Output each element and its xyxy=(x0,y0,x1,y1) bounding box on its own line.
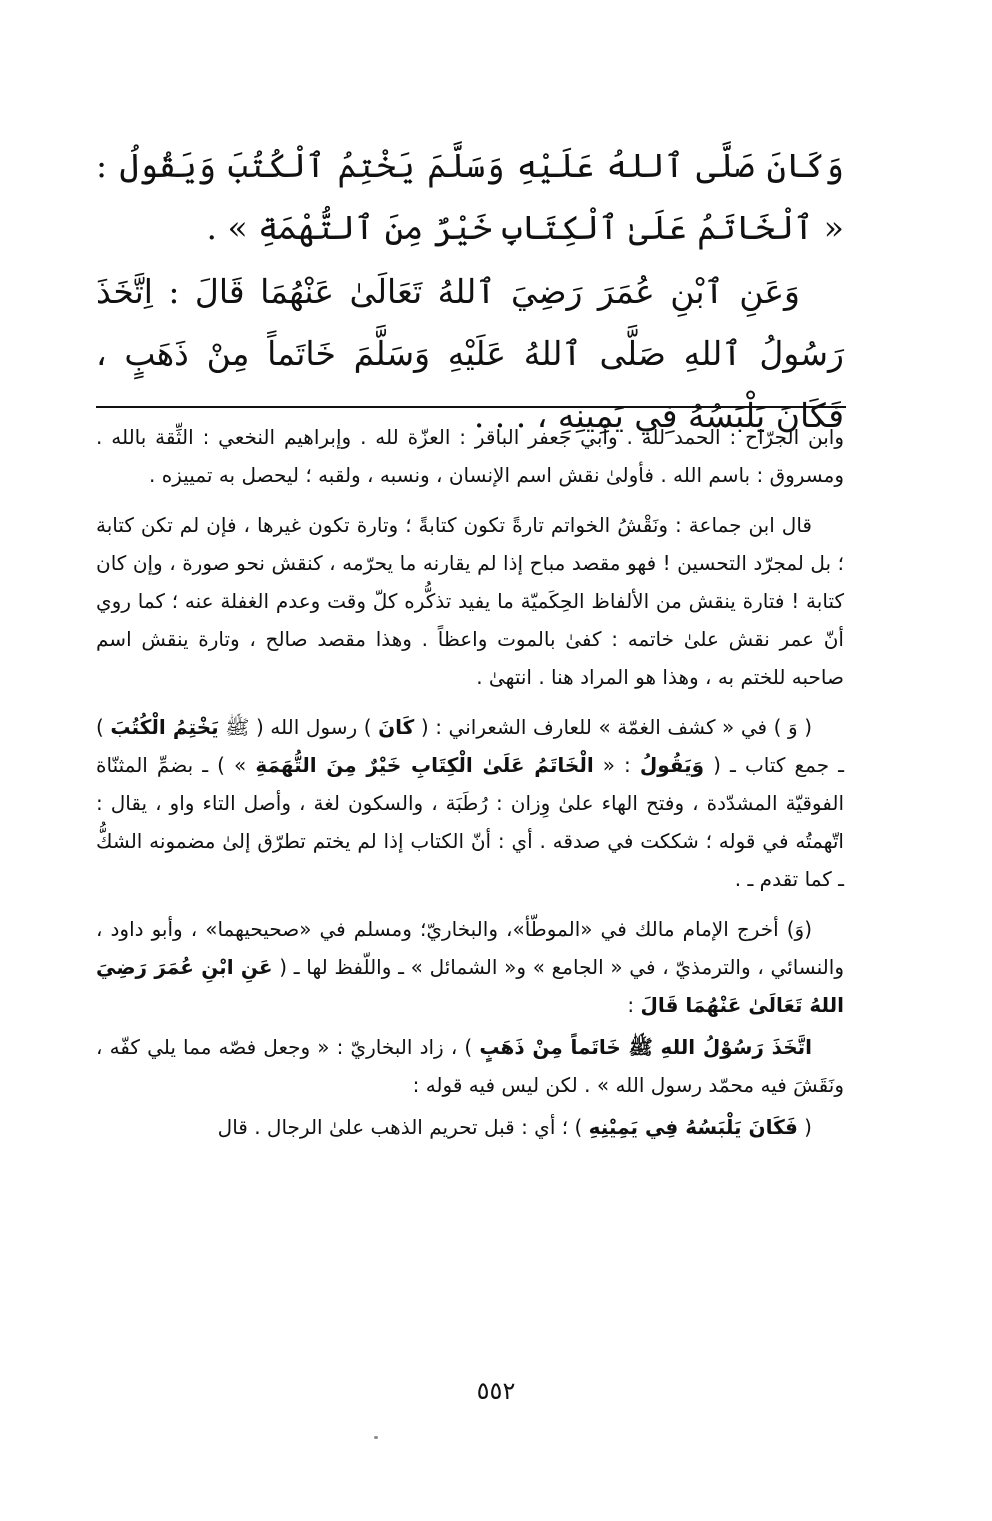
commentary-p3-pre: ( وَ ) في « كشف الغمّة » للعارف الشعراني : ( xyxy=(414,715,813,739)
commentary-p3-mid1: ) رسول الله ( ﷺ xyxy=(218,715,379,739)
commentary-text xyxy=(96,418,844,1158)
hadith-main-text xyxy=(96,135,844,447)
hadith-paragraph-2: وَعَنِ ٱبْنِ عُمَرَ رَضِيَ ٱللهُ تَعَالَىٰ عَنْهُمَا قَالَ : اِتَّخَذَ رَسُولُ ٱللهِ صَلَّى ٱللهُ عَلَيْهِ وَسَلَّمَ خَاتَماً مِنْ ذَهَبٍ ، فَكَانَ يَلْبَسُهُ فِي يَمِينِهِ ، . . . xyxy=(96,272,844,435)
commentary-p6-post: ) ؛ أي : قبل تحريم الذهب علىٰ الرجال . قال xyxy=(217,1115,589,1139)
commentary-p3-post: » ) ـ بضمِّ المثنّاة الفوقيّة المشدّدة ، وفتح الهاء علىٰ وِزان : رُطَبَة ، والسكون لغة ، وأصل التاء واو ، يقال : اتّهمتُه في قوله ؛ شككت في صدقه . أي : أنّ الكتاب إذا لم يختم تطرّق إلىٰ مضمونه الشكُّ ـ كما تقدم ـ . xyxy=(96,753,844,891)
commentary-p3-mid3: : « xyxy=(593,753,640,777)
commentary-p4-pre: (وَ) أخرج الإمام مالك في «الموطّأ»، والبخاريّ؛ ومسلم في «صحيحيهما» ، وأبو داود ، والنسائي ، والترمذيّ ، في « الجامع » و« الشمائل » ـ واللّفظ لها ـ ( xyxy=(96,917,844,979)
quoted-hadith-yakhtim: يَخْتِمُ الْكُتُبَ xyxy=(110,715,219,739)
quoted-hadith-ittakhadha: اتَّخَذَ رَسُوْلُ اللهِ ﷺ خَاتَماً مِنْ ذَهَبٍ xyxy=(479,1035,812,1059)
commentary-p6-pre: ( xyxy=(797,1115,812,1139)
commentary-paragraph-6 xyxy=(96,1108,844,1146)
commentary-paragraph-1: وابن الجرّاح : الحمد لله . وأبي جعفر الباقر : العزّة لله . وإبراهيم النخعي : الثِّقة بالله . ومسروق : باسم الله . فأولىٰ نقش اسم الإنسان ، ونسبه ، ولقبه ؛ ليحصل به تمييزه . xyxy=(96,425,844,487)
commentary-p4-post: : xyxy=(627,993,641,1017)
commentary-paragraph-2: قال ابن جماعة : ونَقْشُ الخواتم تارةً تكون كتابةً ؛ وتارة تكون غيرها ، فإن لم تكن كتابة ؛ بل لمجرّد التحسين ! فهو مقصد مباح إذا لم يقارنه ما يحرّمه ، كنقش نحو صورة ، وإن كان كتابة ! فتارة ينقش من الألفاظ الحِكَميّة ما يفيد تذكُّره كلّ وقت وعدم الغفلة عنه ؛ كما روي أنّ عمر نقش علىٰ خاتمه : كفىٰ بالموت واعظاً . وهذا مقصد صالح ، وتارة ينقش اسم صاحبه للختم به ، وهذا هو المراد هنا . انتهىٰ . xyxy=(96,513,844,689)
quoted-hadith-ibn-umar: عَنِ ابْنِ عُمَرَ رَضِيَ اللهُ تَعَالَىٰ عَنْهُمَا قَالَ xyxy=(96,955,844,1017)
hadith-paragraph-1: وَكَانَ صَلَّى ٱللهُ عَلَيْهِ وَسَلَّمَ يَخْتِمُ ٱلْكُتُبَ وَيَقُولُ : « ٱلْخَاتَمُ عَلَىٰ ٱلْكِتَابِ خَيْرٌ مِنَ ٱلتُّهْمَةِ » . xyxy=(96,146,844,247)
commentary-p5-post: ) ، زاد البخاريّ : « وجعل فصّه مما يلي كفّه ، ونَقَشَ فيه محمّد رسول الله » . لكن ليس فيه قوله : xyxy=(96,1035,844,1097)
quoted-hadith-kana: كَانَ xyxy=(378,715,415,739)
footnote-divider xyxy=(96,406,846,408)
commentary-p3-mid2: ) ـ جمع كتاب ـ ( xyxy=(96,715,845,777)
quoted-hadith-khatam: الْخَاتَمُ عَلَىٰ الْكِتَابِ خَيْرٌ مِنَ التُّهَمَةِ xyxy=(255,753,594,777)
page-number: ٥٥٢ xyxy=(476,1377,516,1405)
commentary-paragraph-4 xyxy=(96,910,844,1024)
commentary-paragraph-5 xyxy=(96,1028,844,1104)
quoted-hadith-yaqul: وَيَقُولُ xyxy=(639,753,705,777)
scan-speck xyxy=(374,1436,378,1439)
commentary-paragraph-3 xyxy=(96,708,844,898)
quoted-hadith-yalbasuhu: فَكَانَ يَلْبَسُهُ فِي يَمِيْنِهِ xyxy=(588,1115,798,1139)
